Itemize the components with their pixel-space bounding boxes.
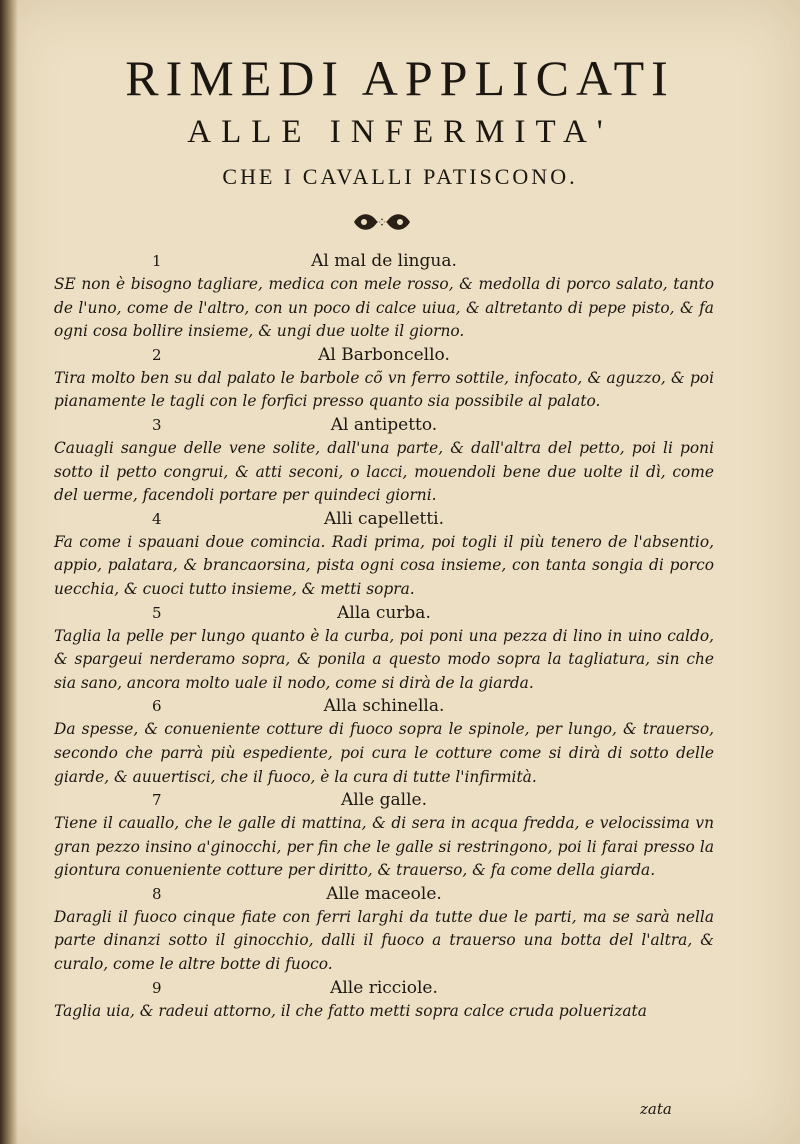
section: [54, 508, 714, 602]
section-heading: [54, 977, 714, 1000]
section-text: Cauagli sangue delle vene solite, dall'una parte, & dall'altra del petto, poi li poni sotto il petto congrui, & atti seconi, o lacci, mouendoli bene due uolte il dì, come del uerme, facendoli portare per quindeci giorni.: [54, 438, 714, 505]
section-number: 1: [152, 252, 162, 270]
section-title: Alla curba.: [337, 602, 431, 623]
section: [54, 695, 714, 789]
printer-fleuron-icon: [350, 210, 414, 234]
section-number: 6: [152, 697, 162, 716]
section-number: 5: [152, 603, 162, 622]
section-heading: [54, 602, 714, 625]
section-heading: [54, 250, 714, 273]
section-number: 8: [152, 884, 162, 903]
section-text: Taglia la pelle per lungo quanto è la curba, poi poni una pezza di lino in uino caldo, & spargeui nerderamo sopra, & ponila a questo modo sopra la tagliatura, sin che sia sano, ancora molto uale il nodo, come si dirà de la giarda.: [54, 626, 714, 692]
section-title: Al Barboncello.: [318, 344, 450, 365]
section-title: Alle ricciole.: [330, 977, 438, 998]
section-heading: [54, 344, 714, 367]
text-body: [54, 250, 714, 1023]
section-number: 4: [152, 509, 162, 528]
section: [54, 344, 714, 414]
section-text: Daragli il fuoco cinque fiate con ferri larghi da tutte due le parti, ma se sarà nella parte dinanzi sotto il ginocchio, dalli il fuoco a trauerso una botta del l'altra, & curalo, come le altre botte di fuoco.: [54, 907, 714, 974]
section-heading: [54, 508, 714, 531]
section-text: Taglia uia, & radeui attorno, il che fatto metti sopra calce cruda poluerizata: [54, 1001, 647, 1020]
section-number: 9: [152, 978, 162, 997]
section-text: Tiene il cauallo, che le galle di mattina, & di sera in acqua fredda, e velocissima vn gran pezzo insino a'ginocchi, per fin che le galle si restringono, poi li farai presso la giontura conueniente cotture per diritto, & trauerso, & fa come della giarda.: [54, 814, 714, 880]
section-text: Tira molto ben su dal palato le barbole cõ vn ferro sottile, infocato, & aguzzo, & poi pianamente le tagli con le forfici presso quanto sia possibile al palato.: [54, 368, 714, 411]
catchword: zata: [640, 1100, 672, 1118]
section-number: 2: [152, 345, 162, 364]
section-title: Alle galle.: [341, 790, 427, 811]
section-text: SE non è bisogno tagliare, medica con mele rosso, & medolla di porco salato, tanto de l'uno, come de l'altro, con un poco di calce uiua, & altretanto di pepe pisto, & fa ogni cosa bollire insieme, & ungi due uolte il giorno.: [54, 275, 714, 341]
section-text: Da spesse, & conueniente cotture di fuoco sopra le spinole, per lungo, & trauerso, secondo che parrà più espediente, poi cura le cotture come si dirà di sotto delle giarde, & auuertisci, che il fuoco, è la cura di tutte l'infirmità.: [54, 720, 714, 786]
section: [54, 883, 714, 977]
section: [54, 602, 714, 696]
section-heading: [54, 789, 714, 812]
section-heading: [54, 695, 714, 718]
section-number: 7: [152, 791, 162, 810]
section-title: Al mal de lingua.: [311, 251, 457, 271]
title-line-1: RIMEDI APPLICATI: [125, 50, 675, 106]
section-number: 3: [152, 415, 162, 434]
section-title: Alla schinella.: [323, 696, 445, 717]
section: [54, 789, 714, 883]
section: [54, 414, 714, 508]
section-heading: [54, 883, 714, 906]
title-line-3: CHE I CAVALLI PATISCONO.: [222, 164, 578, 189]
section-text: Fa come i spauani doue comincia. Radi prima, poi togli il più tenero de l'absentio, appio, palatara, & brancaorsina, pista ogni cosa insieme, con tanta songia di porco uecchia, & cuoci tutto insieme, & metti sopra.: [54, 532, 714, 598]
section: [54, 250, 714, 344]
title-line-2: ALLE INFERMITA': [187, 114, 613, 150]
section-title: Alle maceole.: [326, 883, 442, 904]
section-title: Al antipetto.: [330, 414, 438, 435]
section-title: Alli capelletti.: [323, 508, 445, 529]
section-heading: [54, 414, 714, 437]
section: [54, 977, 714, 1024]
